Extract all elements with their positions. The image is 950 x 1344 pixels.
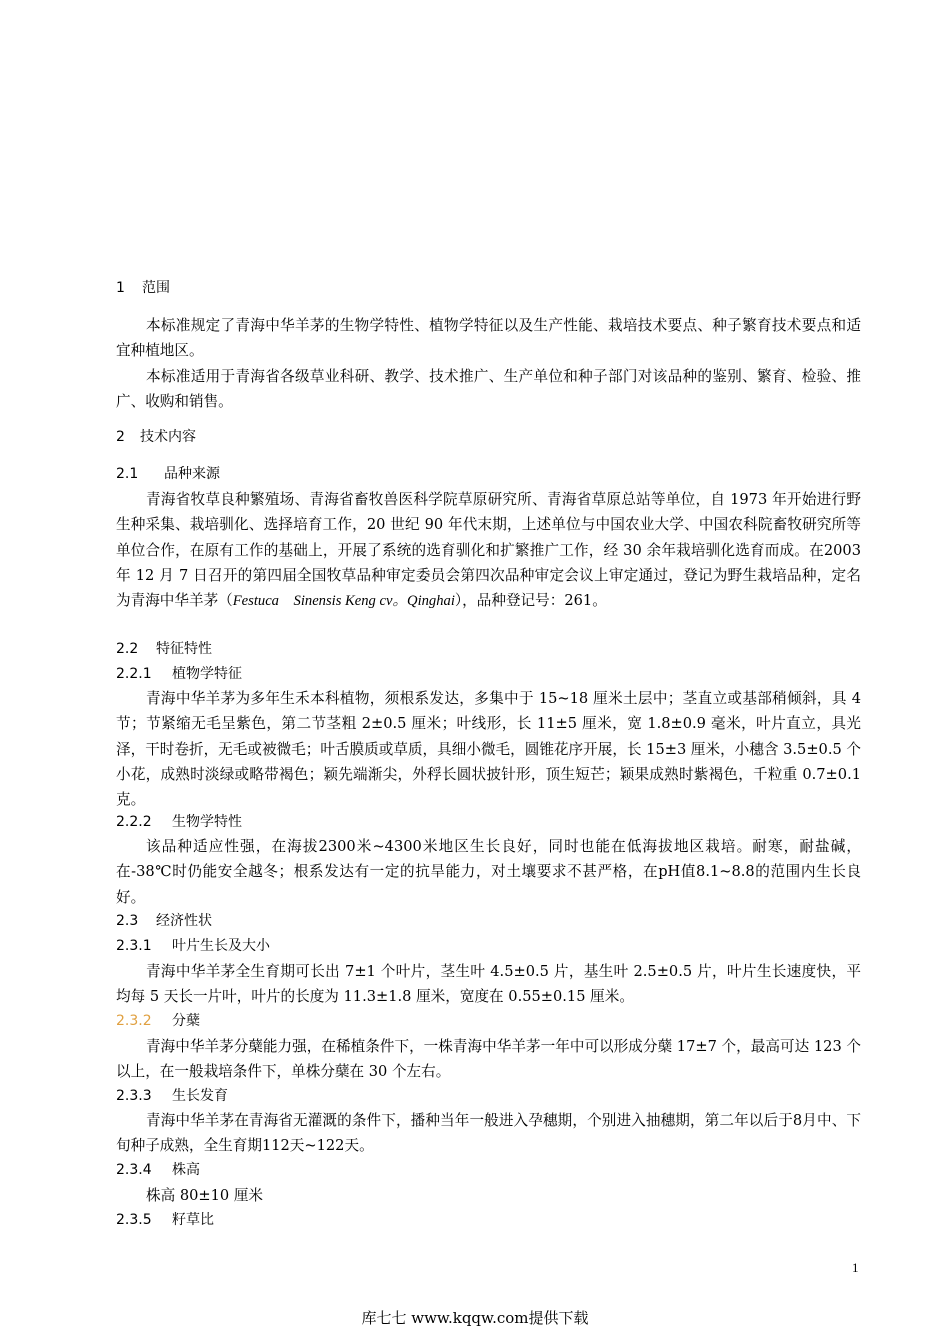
section-heading-2-2-1: 2.2.1 植物学特征: [116, 666, 242, 682]
section-heading-2: 2 技术内容: [116, 429, 196, 445]
section-heading-2-2: 2.2 特征特性: [116, 641, 212, 657]
section-heading-2-2-2: 2.2.2 生物学特性: [116, 814, 242, 830]
section-heading-2-3-2: 2.3.2 分蘖: [116, 1013, 200, 1029]
section-heading-2-3-4: 2.3.4 株高: [116, 1162, 200, 1178]
paragraph-scope-2: 本标准适用于青海省各级草业科研、教学、技术推广、生产单位和种子部门对该品种的鉴别、繁育、检验、推广、收购和销售。: [116, 368, 861, 411]
page-number: 1: [852, 1260, 859, 1275]
paragraph-biological-traits: 该品种适应性强，在海拔2300米~4300米地区生长良好，同时也能在低海拔地区栽培。耐寒，耐盐碱，在-38℃时仍能安全越冬；根系发达有一定的抗旱能力，对土壤要求不甚严格，在pH值8.1~8.8的范围内生长良好。: [116, 838, 861, 906]
section-heading-1: 1 范围: [116, 280, 170, 296]
paragraph-scope-1: 本标准规定了青海中华羊茅的生物学特性、植物学特征以及生产性能、栽培技术要点、种子繁育技术要点和适宜种植地区。: [116, 317, 861, 360]
section-heading-2-1: 2.1 品种来源: [116, 466, 220, 482]
latin-name: Festuca Sinensis Keng cv。Qinghai: [232, 593, 455, 610]
paragraph-botanical-features: 青海中华羊茅为多年生禾本科植物，须根系发达，多集中于 15~18 厘米土层中；茎直立或基部稍倾斜，具 4 节；节紧缩无毛呈紫色，第二节茎粗 2±0.5 厘米；叶线形，长 11±5 厘米，宽 1.8±0.9 毫米，叶片直立，具光泽，干时卷折，无毛或被微毛；叶舌膜质或草质，具细小微毛，圆锥花序开展，长 15±3 厘米，小穗含 3.5±0.5 个小花，成熟时淡绿或略带褐色；颖先端渐尖，外稃长圆状披针形，顶生短芒；颖果成熟时紫褐色，千粒重 0.7±0.1 克。: [116, 690, 861, 809]
paragraph-tillering: 青海中华羊茅分蘖能力强，在稀植条件下，一株青海中华羊茅一年中可以形成分蘖 17±7 个，最高可达 123 个以上，在一般栽培条件下，单株分蘖在 30 个左右。: [116, 1038, 861, 1081]
paragraph-leaf-growth: 青海中华羊茅全生育期可长出 7±1 个叶片，茎生叶 4.5±0.5 片，基生叶 2.5±0.5 片，叶片生长速度快，平均每 5 天长一片叶，叶片的长度为 11.3±1.8 厘米，宽度在 0.55±0.15 厘米。: [116, 963, 861, 1006]
download-footer: 库七七 www.kqqw.com提供下载: [361, 1309, 589, 1327]
section-heading-2-3-1: 2.3.1 叶片生长及大小: [116, 938, 270, 954]
section-heading-2-3-5: 2.3.5 籽草比: [116, 1212, 214, 1228]
section-heading-2-3-3: 2.3.3 生长发育: [116, 1088, 228, 1104]
paragraph-plant-height: 株高 80±10 厘米: [146, 1187, 264, 1204]
paragraph-variety-origin: 青海省牧草良种繁殖场、青海省畜牧兽医科学院草原研究所、青海省草原总站等单位，自 1973 年开始进行野生种采集、栽培驯化、选择培育工作，20 世纪 90 年代末期，上述单位与中国农业大学、中国农科院畜牧研究所等单位合作，在原有工作的基础上，开展了系统的选育驯化和扩繁推广工作，经 30 余年栽培驯化选育而成。在2003 年 12 月 7 日召开的第四届全国牧草品种审定委员会第四次品种审定会议上审定通过，登记为野生栽培品种，定名为青海中华羊茅（Festuca Sinensis Keng cv。Qinghai），品种登记号：261。: [116, 491, 861, 610]
paragraph-growth-development: 青海中华羊茅在青海省无灌溉的条件下，播种当年一般进入孕穗期，个别进入抽穗期，第二年以后于8月中、下旬种子成熟，全生育期112天~122天。: [116, 1112, 861, 1155]
section-heading-2-3: 2.3 经济性状: [116, 913, 212, 929]
